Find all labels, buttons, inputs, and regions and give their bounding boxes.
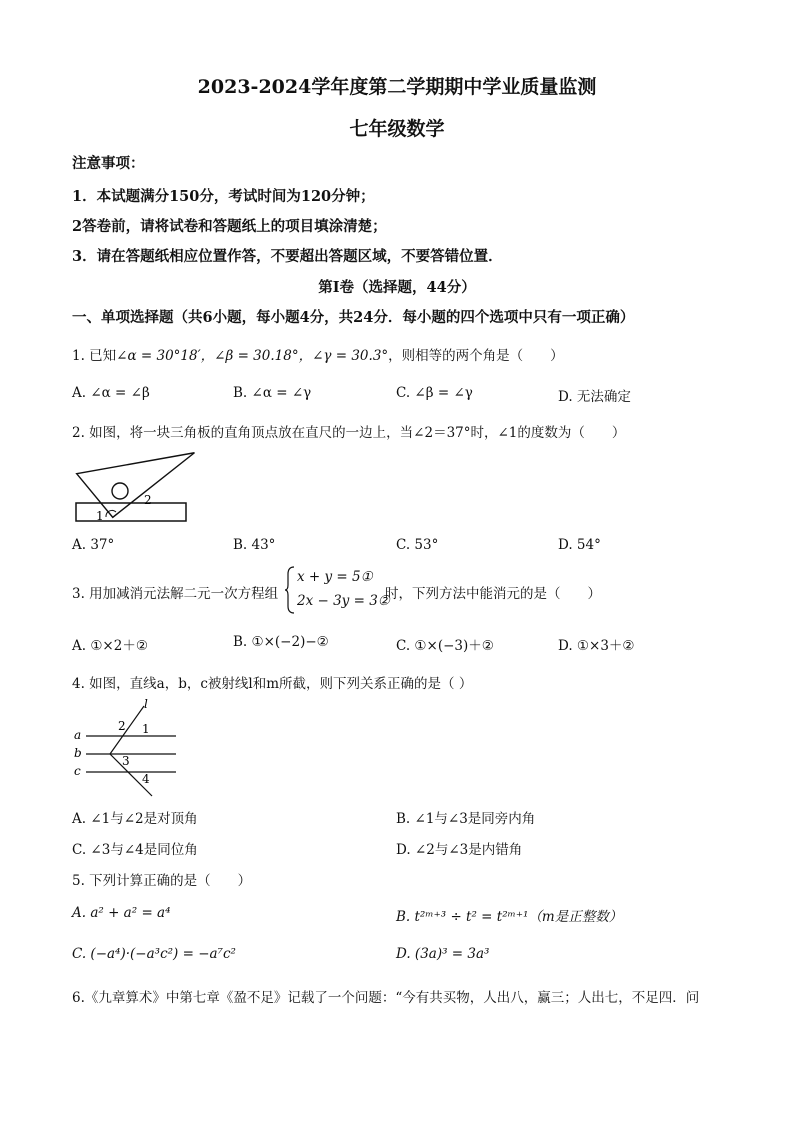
label-c: c (74, 764, 81, 778)
question-5-option-d: D. (3a)³ = 3a³ (396, 946, 490, 962)
question-3-option-d: D. ①×3＋② (558, 638, 635, 654)
question-5-option-c: C. (−a⁴)·(−a³c²) = −a⁷c² (72, 946, 236, 962)
question-2-option-a: A. 37° (72, 537, 115, 553)
question-5-option-a: A. a² + a² = a⁴ (72, 905, 171, 921)
question-5-option-b: B. t²ᵐ⁺³ ÷ t² = t²ᵐ⁺¹（m是正整数） (396, 909, 623, 925)
label-a: a (74, 728, 82, 742)
notes-item: 2答卷前，请将试卷和答题纸上的项目填涂清楚； (72, 218, 387, 235)
parallel-lines-figure (72, 696, 187, 800)
question-3-option-a: A. ①×2＋② (72, 638, 148, 654)
angle-label-1: 1 (96, 509, 104, 523)
question-2-option-d: D. 54° (558, 537, 601, 553)
question-1-stem: 1. 已知∠α = 30°18′，∠β = 30.18°，∠γ = 30.3°，则相等的两个角是（ ） (72, 348, 564, 364)
question-2-stem: 2. 如图，将一块三角板的直角顶点放在直尺的一边上，当∠2＝37°时，∠1的度数为（ ） (72, 425, 626, 441)
question-5-stem: 5. 下列计算正确的是（ ） (72, 873, 252, 889)
question-4-option-d: D. ∠2与∠3是内错角 (396, 842, 523, 858)
question-3-option-c: C. ①×(−3)＋② (396, 638, 494, 654)
question-4-option-b: B. ∠1与∠3是同旁内角 (396, 811, 536, 827)
triangle-shape (77, 453, 195, 518)
exam-title: 2023-2024学年度第二学期期中学业质量监测 (197, 76, 597, 98)
question-1-option-c: C. ∠β = ∠γ (396, 385, 473, 401)
exam-subtitle: 七年级数学 (349, 118, 445, 140)
equation-1: x + y = 5① (297, 569, 373, 585)
question-1-option-d: D. 无法确定 (558, 389, 631, 405)
part-title: 一、单项选择题（共6小题，每小题4分，共24分．每小题的四个选项中只有一项正确） (72, 309, 635, 326)
notes-item: 3．请在答题纸相应位置作答，不要超出答题区域，不要答错位置． (72, 248, 503, 265)
question-4-stem: 4. 如图，直线a，b，c被射线l和m所截，则下列关系正确的是（ ） (72, 676, 473, 692)
question-3-stem-prefix: 3. 用加减消元法解二元一次方程组 (72, 586, 279, 602)
question-6-stem: 6.《九章算术》中第七章《盈不足》记载了一个问题：“今有共买物，人出八，赢三；人出七，不足四．问 (72, 990, 700, 1006)
equation-brace (285, 566, 295, 614)
ray-l (110, 706, 144, 754)
question-2-option-b: B. 43° (233, 537, 276, 553)
section-title: 第I卷（选择题，44分） (318, 279, 476, 296)
equation-2: 2x − 3y = 3② (297, 593, 390, 609)
angle-label-1: 1 (142, 722, 150, 736)
angle-label-4: 4 (142, 772, 150, 786)
triangle-hole (112, 483, 128, 499)
ruler-shape (76, 503, 186, 521)
question-1-option-a: A. ∠α = ∠β (72, 385, 150, 401)
label-l: l (144, 697, 148, 711)
question-3-option-b: B. ①×(−2)−② (233, 634, 329, 650)
notes-heading: 注意事项： (72, 155, 145, 172)
label-b: b (74, 746, 82, 760)
question-4-option-a: A. ∠1与∠2是对顶角 (72, 811, 198, 827)
question-1-option-b: B. ∠α = ∠γ (233, 385, 312, 401)
triangle-ruler-figure (70, 448, 195, 528)
question-4-option-c: C. ∠3与∠4是同位角 (72, 842, 198, 858)
notes-item: 1．本试题满分150分，考试时间为120分钟； (72, 188, 375, 205)
question-2-option-c: C. 53° (396, 537, 439, 553)
question-3-stem-suffix: 时，下列方法中能消元的是（ ） (385, 586, 601, 602)
angle-label-3: 3 (122, 754, 130, 768)
angle-label-2: 2 (118, 719, 126, 733)
angle-label-2: 2 (144, 493, 152, 507)
